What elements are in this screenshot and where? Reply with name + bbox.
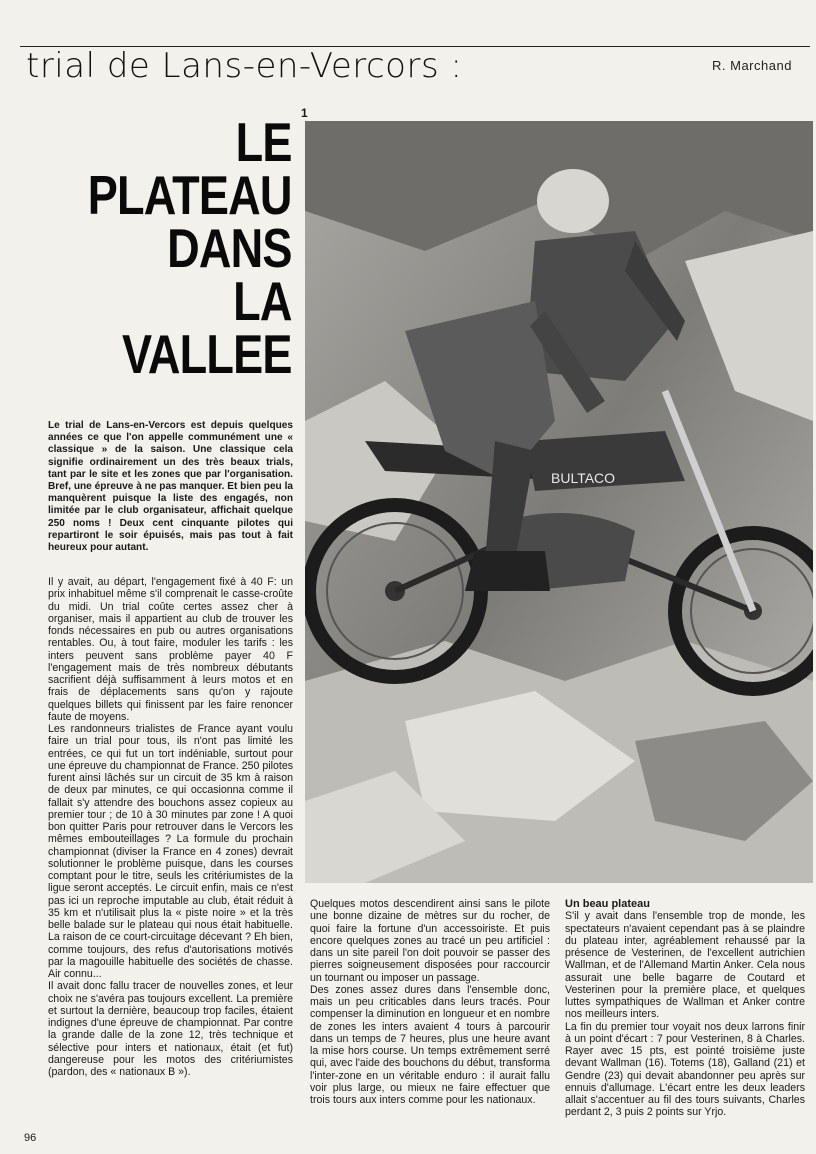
body-column-left [48,576,293,1078]
headline-line: VALLEE [122,323,292,385]
bike-brand-text: BULTACO [551,470,616,486]
headline-line: LA [233,270,292,332]
trial-rider-photo [305,121,813,883]
body-paragraph: Quelques motos descendirent ainsi sans le pilote une bonne dizaine de mètres sur du rocher, de quoi faire la fortune d'un accessoiriste. Et puis encore quelques zones au tracé un peu artificiel : dans un site pareil l'on doit pouvoir se passer des pierres soigneusement disposées pour raccourcir un tournant ou imposer un passage. [310,898,550,984]
intro-paragraph: Le trial de Lans-en-Vercors est depuis quelques années ce que l'on appelle communément une « classique » de la saison. Une classique cela signifie ordinairement un des très beaux trials, tant par le site et les zones que par l'organisation. Bref, une épreuve à ne pas manquer. Et bien peu la manquèrent puisque la liste des engagés, non limitée par le club organisateur, affichait quelque 250 noms ! Deux cent cinquante pilotes qui repartiront le soir épuisés, mais pas tout à fait heureux pour autant. [48,420,293,554]
headline-line: DANS [167,217,292,279]
body-paragraph: Des zones assez dures dans l'ensemble donc, mais un peu criticables dans leurs tracés. Pour compenser la diminution en longueur et en nombre de zones les inters avaient 4 tours à parcourir dans un temps de 7 heures, plus une heure avant la mise hors course. Un temps extrêmement serré qui, avec l'aide des bouchons du début, transforma l'inter-zone en un véritable enduro : il aurait fallu voir plus large, ou mieux ne faire effectuer que trois tours aux inters comme pour les nationaux. [310,983,550,1106]
headline-line: LE [236,111,292,173]
section-subhead: Un beau plateau [565,898,650,910]
headline-line: PLATEAU [88,164,292,226]
page-number: 96 [24,1132,37,1144]
body-paragraph: La fin du premier tour voyait nos deux larrons finir à un point d'écart : 7 pour Vesterinen, 8 à Charles. Rayer avec 15 pts, est pointé troisième juste devant Wallman (16). Totems (18), Galland (21) et Gendre (23) qui devait abandonner peu après sur ennuis d'allumage. L'écart entre les deux leaders allait s'accentuer au fil des tours suivants, Charles perdant 2, 3 puis 2 points sur Yrjo. [565,1020,805,1119]
photo-illustration [305,121,813,883]
body-column-right [565,898,805,1119]
headline [88,111,292,385]
body-paragraph: S'il y avait dans l'ensemble trop de monde, les spectateurs n'avaient cependant pas à se plaindre du plateau inter, agréablement rehaussé par la présence de Vesterinen, de l'excellent autrichien Wallman, et de l'Allemand Martin Anker. Cela nous assurait une belle bagarre de Coutard et Vesterinen pour la première place, et quelques luttes sympathiques de Wallman et Anker contre nos meilleurs inters. [565,910,805,1021]
article-header-title: trial de Lans-en-Vercors : [26,46,463,86]
body-paragraph: Les randonneurs trialistes de France ayant voulu faire un trial pour tous, ils n'ont pas limité les entrées, ce qui fut un tort indéniable, surtout pour une épreuve du championnat de France. 250 pilotes furent ainsi lâchés sur un circuit de 35 km à raison de deux par minutes, ce qui occasionna comme il fallait s'y attendre des bouchons assez copieux au premier tour ; de 10 à 30 minutes par zone ! A quoi bon quitter Paris pour retrouver dans le Vercors les mêmes embouteillages ? La formule du prochain championnat (diviser la France en 4 zones) devrait solutionner le problème puisque, dans les courses comptant pour le titre, seuls les critériumistes de la ligue seront acceptés. Le circuit enfin, mais ce n'est pas ici un reproche imputable au club, était réduit à 35 km et n'utilisait plus la « piste noire » et la très belle balade sur le plateau qui nous était habituelle. La raison de ce court-circuitage décevant ? Eh bien, comme toujours, des refus d'autorisations motivés par la magouille habituelle des sociétés de chasse. Air connu... [48,723,294,980]
photo-number: 1 [301,106,308,120]
body-paragraph: Il avait donc fallu tracer de nouvelles zones, et leur choix ne s'avéra pas toujours excellent. La première et surtout la dernière, beaucoup trop faciles, étaient indignes d'une épreuve de championnat. Par contre la grande dalle de la zone 12, très technique et sélective pour inters et nationaux, était (et fut) dangereuse pour les motos des critériumistes (pardon, des « nationaux B »). [48,980,293,1078]
body-paragraph: Il y avait, au départ, l'engagement fixé à 40 F: un prix inhabituel même s'il comprenait le casse-croûte du midi. Un trial coûte certes assez cher à organiser, mais il appartient au club de trouver les fonds nécessaires en pub ou autres organisations rentables. Ou, à tout faire, moduler les tarifs : les inters peuvent sans problème payer 40 F l'engagement mais de très nombreux débutants sacrifient déjà suffisamment à leurs motos et en frais de déplacements sans qu'on y rajoute quelques billets qui finissent par les faire renoncer faute de moyens. [48,576,293,723]
author-name: R. Marchand [712,58,792,73]
body-column-middle [310,898,550,1106]
